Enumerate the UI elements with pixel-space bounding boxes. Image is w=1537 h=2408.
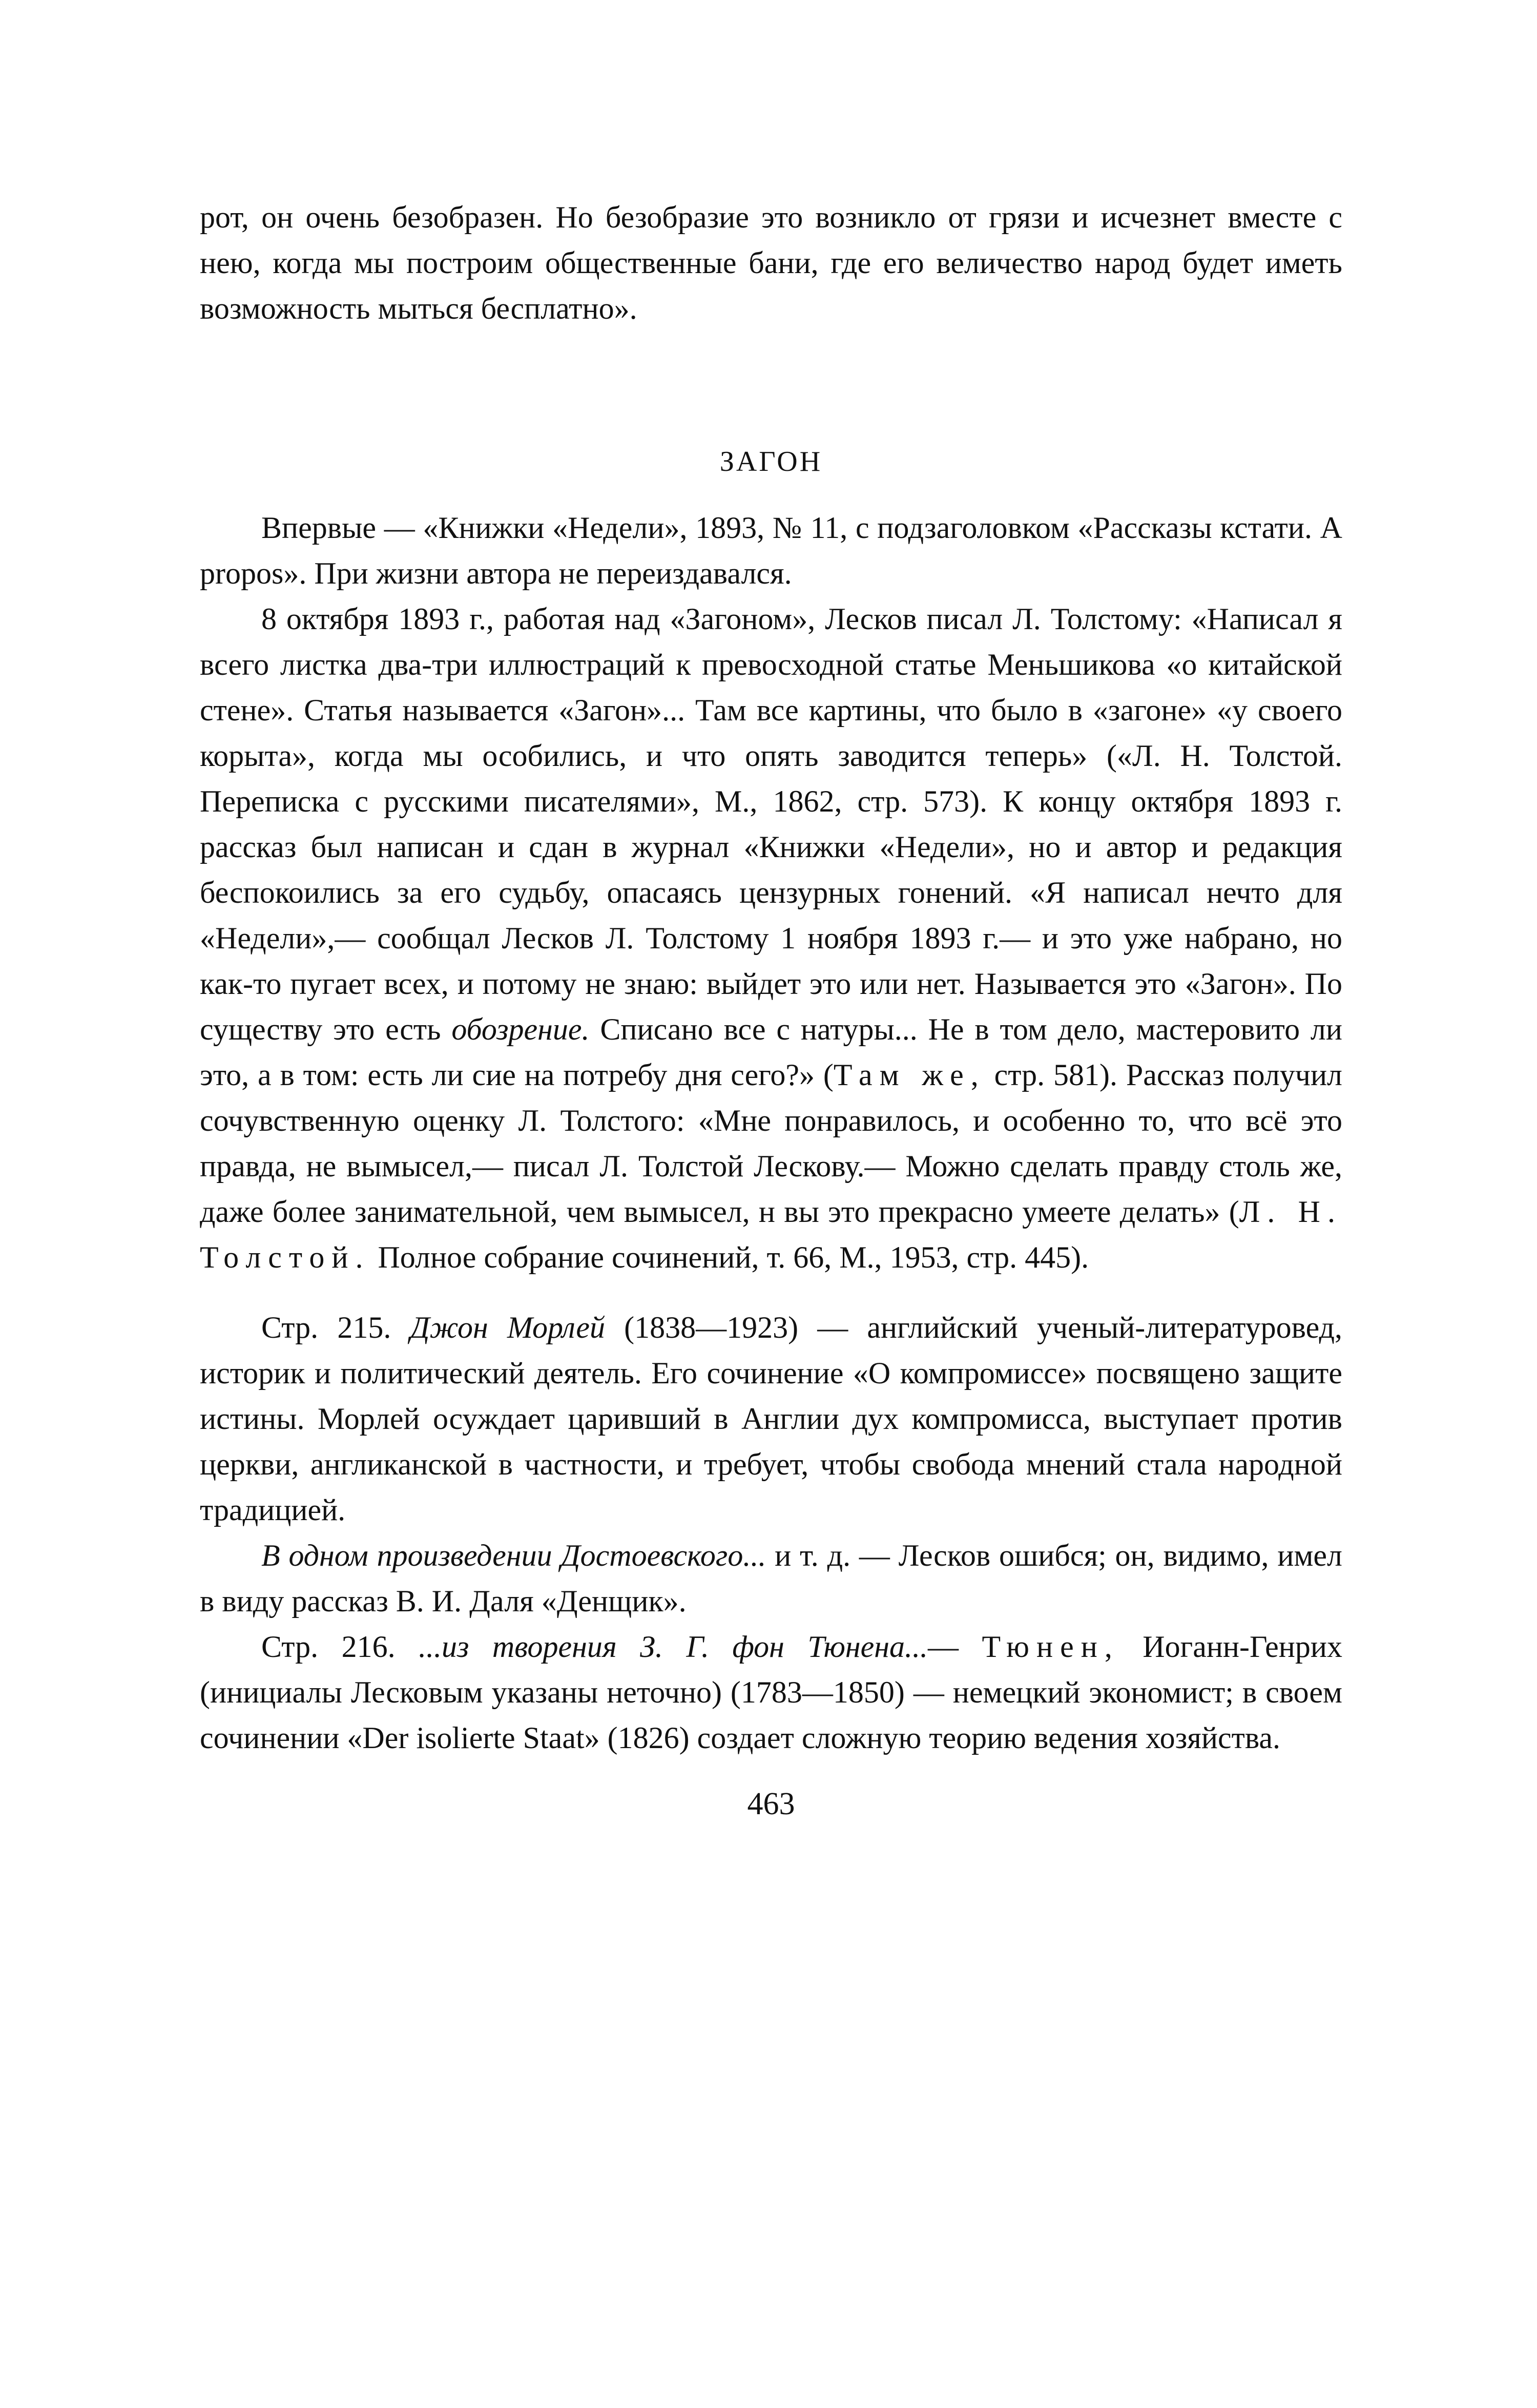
note-text: — — [928, 1630, 982, 1664]
note-page-216 — [200, 1624, 1342, 1761]
spaced-name: Тюнен, — [982, 1630, 1119, 1664]
commentary-text: стр. 581). Рассказ получил сочувственную оценку Л. Толстого: «Мне понравилось, и особенно то, что всё это правда, не вымысел,— писал Л. Толстой Лескову.— Можно сделать правду столь же, даже более занимательной, чем вымысел, н вы это прекрасно умеете делать» ( — [200, 1058, 1342, 1229]
note-text: и т. д. — Лесков ошибся; он, видимо, имел в виду рассказ В. И. Даля «Денщик». — [200, 1539, 1342, 1618]
spaced-reference: Там же, — [833, 1058, 986, 1092]
publication-note: Впервые — «Книжки «Недели», 1893, № 11, с подзаголовком «Рассказы кстати. A propos». При жизни автора не переиздавался. — [200, 511, 1342, 590]
commentary-text: 8 октября 1893 г., работая над «Загоном», Лесков писал Л. Толстому: «Написал я всего листка два-три иллюстраций к превосходной статье Меньшикова «о китайской стене». Статья называется «Загон»... Там все картины, что было в «загоне» «у своего корыта», когда мы особились, и что опять заводится теперь» («Л. Н. Толстой. Переписка с русскими писателями», М., 1862, стр. 573). К концу октября 1893 г. рассказ был написан и сдан в журнал «Книжки «Недели», но и автор и редакция беспокоились за его судьбу, опасаясь цензурных гонений. «Я написал нечто для «Недели»,— сообщал Лесков Л. Толстому 1 ноября 1893 г.— и это уже набрано, но как-то пугает всех, и потому не знаю: выйдет это или нет. Называется это «Загон». По существу это есть — [200, 602, 1342, 1046]
note-page-215 — [200, 1305, 1342, 1533]
page-reference: Стр. 216. — [261, 1630, 419, 1664]
spaced-reference: Л. Н. Толстой. — [200, 1195, 1342, 1274]
page-reference: Стр. 215. — [261, 1311, 410, 1344]
italic-term: ...из творения З. Г. фон Тюнена... — [419, 1630, 928, 1664]
continued-paragraph: рот, он очень безобразен. Но безобразие это возникло от грязи и исчезнет вместе с нею, когда мы построим общественные бани, где его величество народ будет иметь возможность мыться бесплатно». — [200, 200, 1342, 325]
commentary-text: Полное собрание сочинений, т. 66, М., 1953, стр. 445). — [370, 1240, 1089, 1274]
commentary-text: Списано все с натуры... Не в том дело, мастеровито ли это, а в том: есть ли сие на потребу дня сего?» ( — [200, 1012, 1342, 1092]
note-text: Иоганн-Генрих (инициалы Лесковым указаны неточно) (1783—1850) — немецкий экономист; в своем сочинении «Der isolierte Staat» (1826) создает сложную теорию ведения хозяйства. — [200, 1630, 1342, 1755]
commentary-paragraph — [200, 596, 1342, 1280]
italic-term: В одном произведении Достоевского... — [261, 1539, 766, 1572]
italic-term: Джон Морлей — [410, 1311, 605, 1344]
page-number: 463 — [747, 1787, 795, 1821]
book-page — [200, 195, 1342, 1827]
section-title: ЗАГОН — [719, 446, 823, 478]
note-text: (1838—1923) — английский ученый-литературовед, историк и политический деятель. Его сочинение «О компромиссе» посвящено защите истины. Морлей осуждает царивший в Англии дух компромисса, выступает против церкви, англиканской в частности, и требует, чтобы свобода мнений стала народной традицией. — [200, 1311, 1343, 1527]
note-dostoevsky — [200, 1533, 1342, 1624]
italic-term: обозрение. — [451, 1012, 590, 1046]
